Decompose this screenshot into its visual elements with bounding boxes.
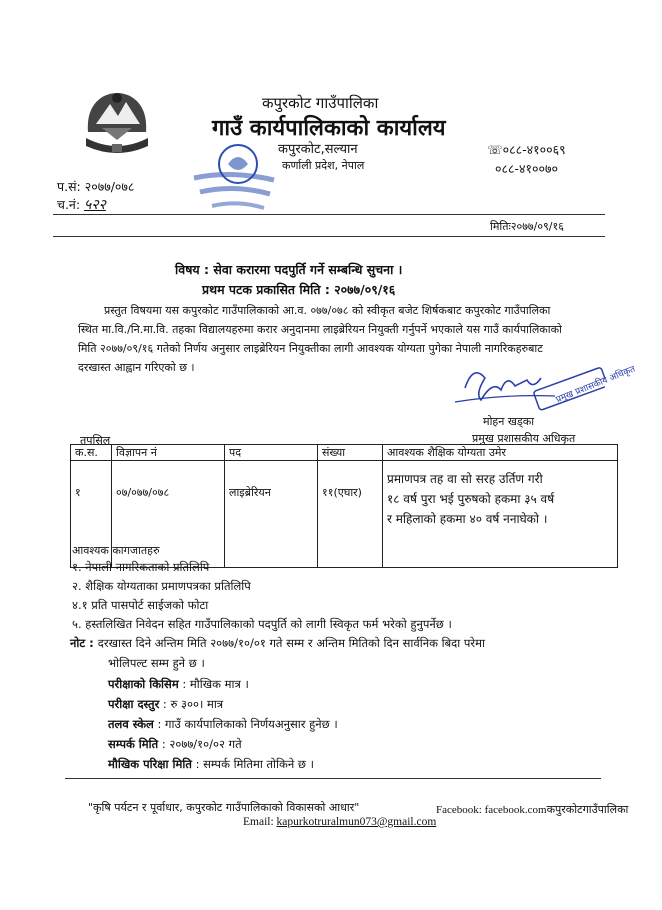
qualification-line-3: र महिलाको हकमा ४० वर्ष ननाघेको ।: [387, 512, 548, 526]
contact-label: सम्पर्क मिति: [108, 737, 159, 751]
signatory-title: प्रमुख प्रशासकीय अधिकृत: [472, 432, 576, 445]
cell-ad-no: ०७/०७७/०७८: [112, 461, 225, 568]
salary-value: : गाउँ कार्यपालिकाको निर्णयअनुसार हुनेछ ।: [153, 717, 338, 731]
exam-type: [108, 677, 249, 692]
document-item-4: ५. हस्तलिखित निवेदन सहित गाउँपालिकाको पदपुर्ति को लागी स्विकृत फर्म भरेको हुनुपर्नेछ ।: [72, 617, 452, 631]
exam-type-value: : मौखिक मात्र ।: [178, 677, 249, 691]
cell-sn: १: [71, 461, 112, 568]
document-item-1: १. नेपाली नागरिकताको प्रतिलिपि: [72, 560, 210, 574]
office-round-stamp: [190, 140, 278, 218]
office-title: गाउँ कार्यपालिकाको कार्यालय: [212, 116, 446, 141]
exam-fee-value: : रु ३००। मात्र: [159, 697, 224, 711]
col-qualification: आवश्यक शैक्षिक योग्यता उमेर: [383, 445, 618, 461]
qualification-line-1: प्रमाणपत्र तह वा सो सरह उर्तिण गरी: [387, 472, 543, 486]
qualification-line-2: १८ वर्ष पुरा भई पुरुषको हकमा ३५ वर्ष: [387, 492, 555, 506]
body-line-3: मिति २०७७/०९/१६ गतेको निर्णय अनुसार लाइब्रेरियन नियुक्तीका लागी आवश्यक योग्यता पुगेका नेपाली नागरिकहरुबाट: [78, 342, 543, 355]
oral-label: मौखिक परिक्षा मिति: [108, 757, 192, 771]
contact-date: [108, 737, 242, 752]
note-line-1: [70, 636, 485, 651]
document-item-3: ४.१ प्रति पासपोर्ट साईजको फोटा: [72, 598, 209, 612]
footer-facebook[interactable]: Facebook: facebook.comकपुरकोटगाउँपालिका: [436, 804, 629, 816]
notice-subject: विषय : सेवा करारमा पदपुर्ति गर्ने सम्बन्धि सुचना ।: [175, 262, 403, 277]
dispatch-value: ५२२: [84, 197, 106, 213]
col-ad-no: विज्ञापन नं: [112, 445, 225, 461]
exam-type-label: परीक्षाको किसिम: [108, 677, 179, 691]
salary-scale: [108, 717, 338, 732]
nepal-emblem-logo: [82, 88, 152, 160]
body-line-1: प्रस्तुत विषयमा यस कपुरकोट गाउँपालिकाको आ.व. ०७७/०७८ को स्वीकृत बजेट शिर्षकबाट कपुरकोट गाउँपालिका: [104, 304, 551, 317]
table-header-row: [71, 445, 618, 461]
municipality-name: कपुरकोट गाउँपालिका: [262, 94, 379, 112]
note-label: नोट :: [70, 636, 98, 650]
signatory-name: मोहन खड्का: [483, 415, 535, 428]
note-text: दरखास्त दिने अन्तिम मिति २०७७/१०/०१ गते सम्म र अन्तिम मितिको दिन सार्वनिक बिदा परेमा: [97, 636, 485, 650]
documents-heading: आवश्यक कागजातहरु: [72, 544, 160, 557]
oral-value: : सम्पर्क मितिमा तोकिने छ ।: [191, 757, 314, 771]
province-line: कर्णाली प्रदेश, नेपाल: [282, 159, 365, 172]
body-line-2: स्थित मा.वि./नि.मा.वि. तहका विद्यालयहरुमा करार अनुदानमा लाइब्रेरियन नियुक्ती गर्नुपर्ने भएकाले यस गाउँ कार्यपालिकाको: [78, 323, 562, 336]
letter-number: प.सं: २०७७/०७८: [57, 179, 135, 194]
col-count: संख्या: [318, 445, 383, 461]
col-post: पद: [225, 445, 318, 461]
first-publish-date: प्रथम पटक प्रकासित मिति : २०७७/०९/१६: [202, 282, 396, 297]
exam-fee: [108, 697, 223, 712]
issue-date: मितिः२०७७/०९/१६: [490, 220, 564, 233]
footer-slogan: "कृषि पर्यटन र पूर्वाधार, कपुरकोट गाउँपालिकाको विकासको आधार": [88, 801, 360, 814]
body-line-4: दरखास्त आह्वान गरिएको छ ।: [78, 361, 195, 374]
footer-email: [243, 816, 436, 828]
dispatch-label: च.नं:: [57, 197, 85, 212]
oral-exam-date: [108, 757, 314, 772]
document-item-2: २. शैक्षिक योग्यताका प्रमाणपत्रका प्रतिलिपि: [72, 579, 251, 593]
contact-value: : २०७७/१०/०२ गते: [158, 737, 242, 751]
cell-post: लाइब्रेरियन: [225, 461, 318, 568]
seal-text: प्रमुख प्रशासकीय अधिकृत: [554, 364, 637, 406]
phone-2: ०८८-४१००७०: [495, 161, 559, 176]
note-line-2: भोलिपल्ट सम्म हुने छ ।: [108, 656, 205, 670]
email-label: Email:: [243, 816, 277, 828]
col-sn: क.स.: [71, 445, 112, 461]
exam-fee-label: परीक्षा दस्तुर: [108, 697, 160, 711]
table-caption: तपसिल: [80, 434, 111, 447]
email-link[interactable]: kapurkotruralmun073@gmail.com: [276, 816, 437, 828]
phone-1: ☏०८८-४१००६९: [487, 142, 566, 157]
date-rule: [53, 236, 605, 237]
cell-count: ११(एघार): [318, 461, 383, 568]
dispatch-number: [57, 195, 106, 214]
footer-rule: [65, 778, 601, 779]
header-rule: [53, 214, 605, 215]
office-address: कपुरकोट,सल्यान: [278, 142, 358, 157]
salary-label: तलव स्केल: [108, 717, 154, 731]
cell-qualification: [383, 461, 618, 568]
